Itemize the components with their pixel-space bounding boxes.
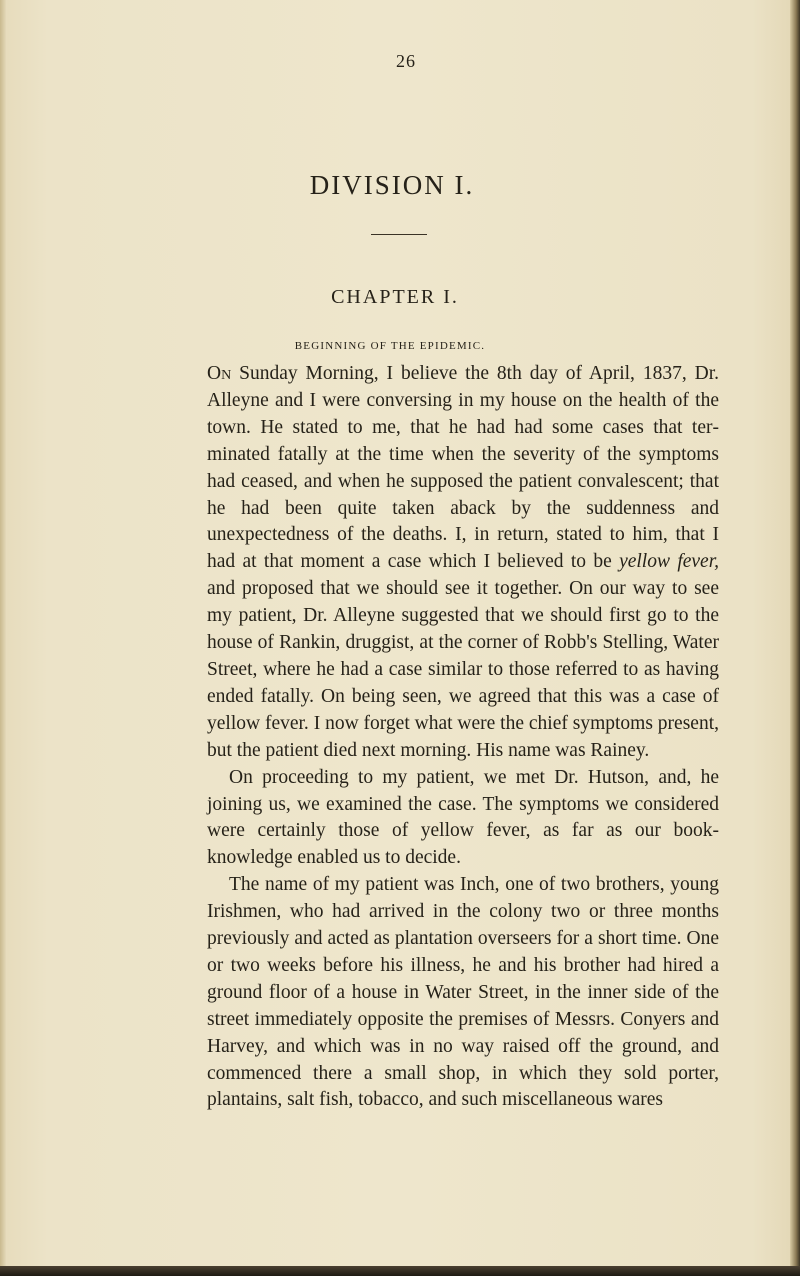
chapter-title: CHAPTER I. <box>331 286 459 308</box>
paragraph-1-part-2: and proposed that we should see it together. On our way to see my patient, Dr. Alleyne suggested that we should first go to the house of Rankin, druggist, at the corner of Robb's Stelling, Water Street, where he had a case similar to those referred to as having ended fatally. On being seen, we agreed that this was a case of yellow fever. I now forget what were the chief symptoms present, but the patient died next morning. His name was Rainey. <box>207 578 719 761</box>
page-number: 26 <box>396 51 416 71</box>
page-bottom-edge <box>0 1266 800 1276</box>
division-title: DIVISION I. <box>309 170 475 200</box>
paragraph-1 <box>207 361 719 765</box>
paragraph-1-part-1: Sunday Morning, I believe the 8th day of April, 1837, Dr. Alleyne and I were conversing in my house on the health of the town. He stated to me, that he had had some cases that terminated fatally at the time when the severity of the symptoms had ceased, and when he supposed the patient convalescent; that he had been quite taken aback by the suddenness and unexpectedness of the deaths. I, in return, stated to him, that I had at that moment a case which I believed to be <box>207 363 719 573</box>
chapter-subtitle: BEGINNING OF THE EPIDEMIC. <box>294 340 486 352</box>
paragraph-1-emphasis: yellow fever, <box>619 551 720 573</box>
paragraph-2: On proceeding to my patient, we met Dr. Hutson, and, he joining us, we examined the case. The symptoms we considered were certainly those of yellow fever, as far as our book-knowledge enabled us to decide. <box>207 766 719 869</box>
body-text <box>207 361 719 1114</box>
paragraph-lead-word: On <box>207 363 232 384</box>
paragraph-3: The name of my patient was Inch, one of two brothers, young Irishmen, who had arrived in the colony two or three months previously and acted as plantation overseers for a short time. One or two weeks before his illness, he and his brother had hired a ground floor of a house in Water Street, in the inner side of the street immediately opposite the premises of Messrs. Conyers and Harvey, and which was in no way raised off the ground, and commenced there a small shop, in which they sold porter, plantains, salt fish, tobacco, and such miscellaneous wares <box>207 874 719 1111</box>
separator-rule <box>371 234 427 235</box>
